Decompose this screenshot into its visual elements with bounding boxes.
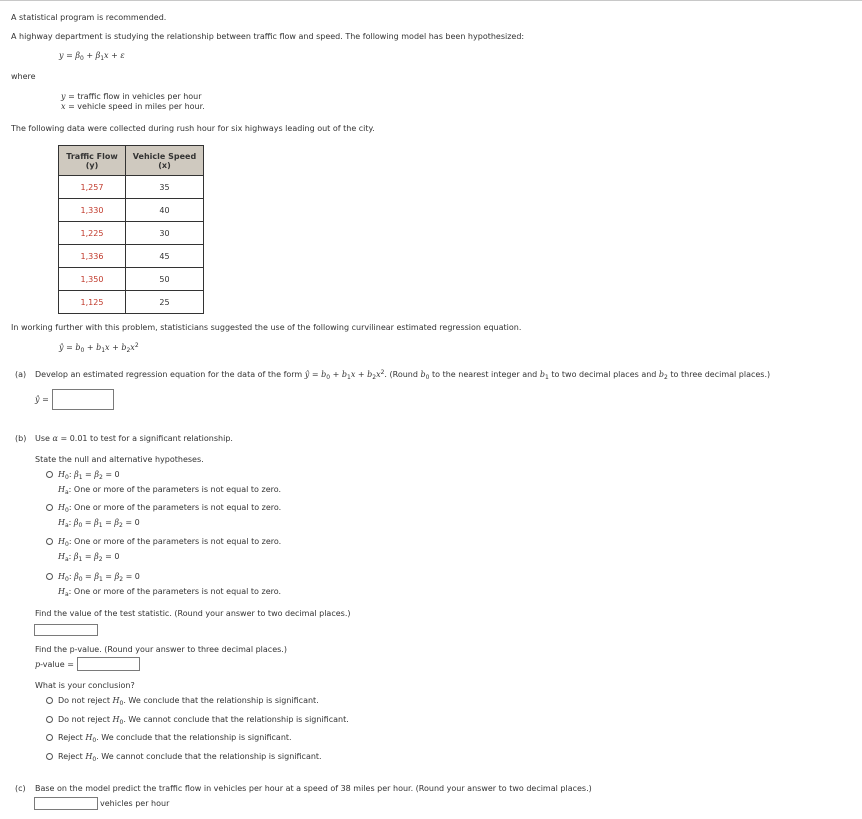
not-zero-text: : One or more of the parameters is not equal to zero. xyxy=(68,485,282,494)
flow-cell: 1,336 xyxy=(59,245,126,268)
hypothesis-option-4-radio[interactable] xyxy=(46,573,53,580)
table-row xyxy=(59,268,204,291)
part-a-round-4: to three decimal places.) xyxy=(670,370,771,379)
flow-cell: 1,330 xyxy=(59,199,126,222)
part-b-question: Use α = 0.01 to test for a significant relationship. xyxy=(35,434,233,443)
definition-x: x = vehicle speed in miles per hour. xyxy=(61,102,205,111)
part-a-text: Develop an estimated regression equation for the data of the form xyxy=(35,370,303,379)
conclusion-option-3-radio[interactable] xyxy=(46,734,53,741)
traffic-prediction-unit: vehicles per hour xyxy=(100,799,170,808)
header-vehicle-speed-var: (x) xyxy=(158,160,171,170)
definition-x-text: = vehicle speed in miles per hour. xyxy=(68,102,205,111)
hypothesis-option-1-h0: $H_0$: $\beta_1 = \beta_2 = 0$ xyxy=(58,470,120,481)
eq-zero: = 0 xyxy=(105,552,120,561)
state-hypotheses-text: State the null and alternative hypotheses. xyxy=(35,455,204,464)
conclusion-option-2-radio[interactable] xyxy=(46,716,53,723)
conclusion-do-not-reject: Do not reject xyxy=(58,715,110,724)
table-row xyxy=(59,199,204,222)
conclusion-significant: . We conclude that the relationship is significant. xyxy=(123,696,319,705)
regression-equation-input[interactable] xyxy=(52,389,114,410)
hypothesis-option-3-ha: $H_a$: $\beta_1 = \beta_2 = 0$ xyxy=(58,552,120,563)
hypothesis-option-3-radio[interactable] xyxy=(46,538,53,545)
conclusion-option-4-text: Reject $H_0$. We cannot conclude that the relationship is significant. xyxy=(58,752,322,763)
test-statistic-prompt: Find the value of the test statistic. (Round your answer to two decimal places.) xyxy=(35,609,351,618)
conclusion-prompt: What is your conclusion? xyxy=(35,681,135,690)
conclusion-not-significant: . We cannot conclude that the relationship is significant. xyxy=(96,752,322,761)
eq-zero: = 0 xyxy=(125,518,140,527)
hypothesis-option-1-ha: $H_a$: One or more of the parameters is not equal to zero. xyxy=(58,485,282,496)
collected-text: The following data were collected during rush hour for six highways leading out of the city. xyxy=(11,124,375,133)
not-zero-text: : One or more of the parameters is not equal to zero. xyxy=(68,537,282,546)
hypothesis-option-1-radio[interactable] xyxy=(46,471,53,478)
p-value-label-p: p xyxy=(35,660,41,669)
eq-zero: = 0 xyxy=(105,470,120,479)
part-a-round-2: to the nearest integer and xyxy=(432,370,538,379)
table-row xyxy=(59,291,204,314)
curvilinear-equation: ŷ = $b_0 + b_1x + b_2x^2$ xyxy=(59,342,139,354)
conclusion-option-2-text: Do not reject $H_0$. We cannot conclude that the relationship is significant. xyxy=(58,715,349,726)
speed-cell: 40 xyxy=(126,199,204,222)
problem-text: A highway department is studying the relationship between traffic flow and speed. The following model has been hypothesized: xyxy=(11,32,525,41)
conclusion-reject: Reject xyxy=(58,733,83,742)
conclusion-option-4-radio[interactable] xyxy=(46,753,53,760)
part-c-label: (c) xyxy=(15,784,26,793)
part-c-question: Base on the model predict the traffic flow in vehicles per hour at a speed of 38 miles per hour. (Round your answer to two decimal places.) xyxy=(35,784,592,793)
p-value-label xyxy=(35,660,74,669)
definition-y-text: = traffic flow in vehicles per hour xyxy=(68,92,202,101)
curvilinear-text: In working further with this problem, statisticians suggested the use of the following curvilinear estimated regression equation. xyxy=(11,323,522,332)
hypothesis-option-3-h0: $H_0$: One or more of the parameters is not equal to zero. xyxy=(58,537,282,548)
conclusion-option-3-text: Reject $H_0$. We conclude that the relationship is significant. xyxy=(58,733,292,744)
speed-cell: 25 xyxy=(126,291,204,314)
part-a-answer-label: ŷ = xyxy=(35,395,49,404)
conclusion-reject: Reject xyxy=(58,752,83,761)
speed-cell: 45 xyxy=(126,245,204,268)
conclusion-not-significant: . We cannot conclude that the relationship is significant. xyxy=(123,715,349,724)
conclusion-option-1-text: Do not reject $H_0$. We conclude that the relationship is significant. xyxy=(58,696,319,707)
top-divider xyxy=(0,0,862,1)
p-value-input[interactable] xyxy=(77,657,140,671)
traffic-prediction-input[interactable] xyxy=(34,797,98,810)
alpha-text-2: = 0.01 to test for a significant relationship. xyxy=(60,434,233,443)
not-zero-text: : One or more of the parameters is not equal to zero. xyxy=(68,503,282,512)
header-traffic-flow-label: Traffic Flow xyxy=(66,151,118,161)
table-row xyxy=(59,222,204,245)
hypothesis-option-4-ha: $H_a$: One or more of the parameters is not equal to zero. xyxy=(58,587,282,598)
conclusion-option-1-radio[interactable] xyxy=(46,697,53,704)
speed-cell: 50 xyxy=(126,268,204,291)
part-a-round-1: . (Round xyxy=(384,370,418,379)
table-row xyxy=(59,245,204,268)
p-value-label-rest: -value = xyxy=(40,660,74,669)
header-vehicle-speed xyxy=(126,146,204,176)
flow-cell: 1,257 xyxy=(59,176,126,199)
speed-cell: 30 xyxy=(126,222,204,245)
header-traffic-flow xyxy=(59,146,126,176)
speed-cell: 35 xyxy=(126,176,204,199)
part-a-label: (a) xyxy=(15,370,27,379)
part-b-label: (b) xyxy=(15,434,27,443)
where-text: where xyxy=(11,72,36,81)
hypothesis-option-4-h0: $H_0$: $\beta_0 = \beta_1 = \beta_2 = 0$ xyxy=(58,572,140,583)
model-equation: $y = \beta_0 + \beta_1x + \varepsilon$ xyxy=(59,51,125,62)
hypothesis-option-2-radio[interactable] xyxy=(46,504,53,511)
part-a-question: Develop an estimated regression equation for the data of the form ŷ = $b_0 + b_1x + b_2x^2$. (Round $b_0$ to the nearest integer and $b_1$ to two decimal places and $b_2$ to three decimal places.) xyxy=(35,369,771,381)
header-vehicle-speed-label: Vehicle Speed xyxy=(132,151,197,161)
part-a-round-3: to two decimal places and xyxy=(551,370,657,379)
test-statistic-input[interactable] xyxy=(34,624,98,636)
intro-text: A statistical program is recommended. xyxy=(11,13,167,22)
p-value-prompt: Find the p-value. (Round your answer to three decimal places.) xyxy=(35,645,287,654)
flow-cell: 1,350 xyxy=(59,268,126,291)
conclusion-do-not-reject: Do not reject xyxy=(58,696,110,705)
header-traffic-flow-var: (y) xyxy=(85,160,99,170)
hypothesis-option-2-h0: $H_0$: One or more of the parameters is not equal to zero. xyxy=(58,503,282,514)
alpha-text-1: Use xyxy=(35,434,50,443)
eq-zero: = 0 xyxy=(125,572,140,581)
flow-cell: 1,125 xyxy=(59,291,126,314)
table-header-row xyxy=(59,146,204,176)
data-table xyxy=(58,145,204,314)
not-zero-text: : One or more of the parameters is not equal to zero. xyxy=(68,587,282,596)
hypothesis-option-2-ha: $H_a$: $\beta_0 = \beta_1 = \beta_2 = 0$ xyxy=(58,518,140,529)
table-row xyxy=(59,176,204,199)
conclusion-significant: . We conclude that the relationship is significant. xyxy=(96,733,292,742)
flow-cell: 1,225 xyxy=(59,222,126,245)
definition-y: y = traffic flow in vehicles per hour xyxy=(61,92,202,101)
